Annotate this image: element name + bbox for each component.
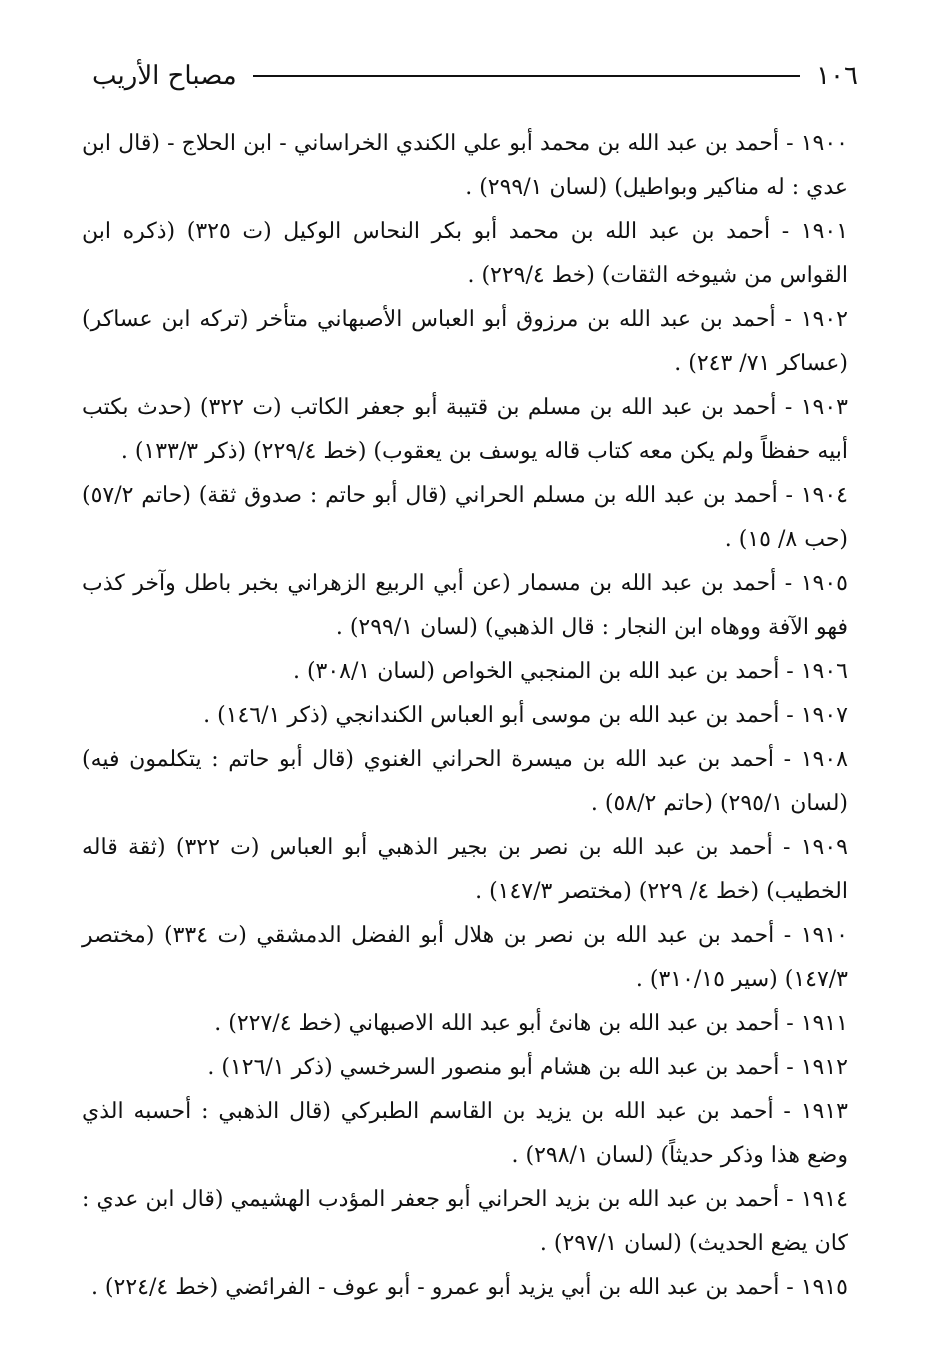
entry-1906: ١٩٠٦ - أحمد بن عبد الله بن المنجبي الخواص (لسان ٣٠٨/١) . (292, 659, 848, 684)
entry-1911: ١٩١١ - أحمد بن عبد الله بن هانئ أبو عبد الله الاصبهاني (خط ٢٢٧/٤) . (214, 1011, 848, 1036)
entry-1903: ١٩٠٣ - أحمد بن عبد الله بن مسلم بن قتيبة أبو جعفر الكاتب (ت ٣٢٢) (حدث بكتب أبيه حفظاً ولم يكن معه كتاب قاله يوسف بن يعقوب) (خط ٢٢٩/٤) (ذكر ١٣٣/٣) . (82, 395, 848, 464)
entry-1907: ١٩٠٧ - أحمد بن عبد الله بن موسى أبو العباس الكندانجي (ذكر ١٤٦/١) . (203, 703, 848, 728)
entry-1914: ١٩١٤ - أحمد بن عبد الله بن بزيد الحراني أبو جعفر المؤدب الهشيمي (قال ابن عدي : كان يضع الحديث) (لسان ٢٩٧/١) . (82, 1187, 848, 1256)
entry-1905: ١٩٠٥ - أحمد بن عبد الله بن مسمار (عن أبي الربيع الزهراني بخبر باطل وآخر كذب فهو الآفة ووهاه ابن النجار : قال الذهبي) (لسان ٢٩٩/١) . (82, 571, 848, 640)
entry-list (82, 122, 848, 1310)
running-title: مصباح الأريب (92, 61, 237, 91)
page-header (92, 56, 858, 96)
entry-1915: ١٩١٥ - أحمد بن عبد الله بن أبي يزيد أبو عمرو - أبو عوف - الفرائضي (خط ٢٢٤/٤) . (90, 1275, 848, 1300)
entry-1904: ١٩٠٤ - أحمد بن عبد الله بن مسلم الحراني (قال أبو حاتم : صدوق ثقة) (حاتم ٥٧/٢) (حب ٨/ ١٥) . (82, 483, 848, 552)
entry-1900: ١٩٠٠ - أحمد بن عبد الله بن محمد أبو علي الكندي الخراساني - ابن الحلاج - (قال ابن عدي : له مناكير وبواطيل) (لسان ٢٩٩/١) . (82, 131, 848, 200)
entry-1910: ١٩١٠ - أحمد بن عبد الله بن نصر بن هلال أبو الفضل الدمشقي (ت ٣٣٤) (مختصر ١٤٧/٣) (سير ٣١٠/١٥) . (82, 923, 848, 992)
page-number: ١٠٦ (816, 61, 858, 91)
entry-1909: ١٩٠٩ - أحمد بن عبد الله بن نصر بن بجير الذهبي أبو العباس (ت ٣٢٢) (ثقة قاله الخطيب) (خط ٤/ ٢٢٩) (مختصر ١٤٧/٣) . (82, 835, 848, 904)
entry-1912: ١٩١٢ - أحمد بن عبد الله بن هشام أبو منصور السرخسي (ذكر ١٢٦/١) . (207, 1055, 848, 1080)
header-divider (253, 75, 800, 77)
entry-1908: ١٩٠٨ - أحمد بن عبد الله بن ميسرة الحراني الغنوي (قال أبو حاتم : يتكلمون فيه) (لسان ٢٩٥/١) (حاتم ٥٨/٢) . (82, 747, 848, 816)
entry-1913: ١٩١٣ - أحمد بن عبد الله بن يزيد بن القاسم الطبركي (قال الذهبي : أحسبه الذي وضع هذا وذكر حديثاً) (لسان ٢٩٨/١) . (82, 1099, 848, 1168)
entry-1901: ١٩٠١ - أحمد بن عبد الله بن محمد أبو بكر النحاس الوكيل (ت ٣٢٥) (ذكره ابن القواس من شيوخه الثقات) (خط ٢٢٩/٤) . (82, 219, 849, 288)
entry-1902: ١٩٠٢ - أحمد بن عبد الله بن مرزوق أبو العباس الأصبهاني متأخر (تركه ابن عساكر) (عساكر ٧١/ ٢٤٣) . (82, 307, 848, 376)
